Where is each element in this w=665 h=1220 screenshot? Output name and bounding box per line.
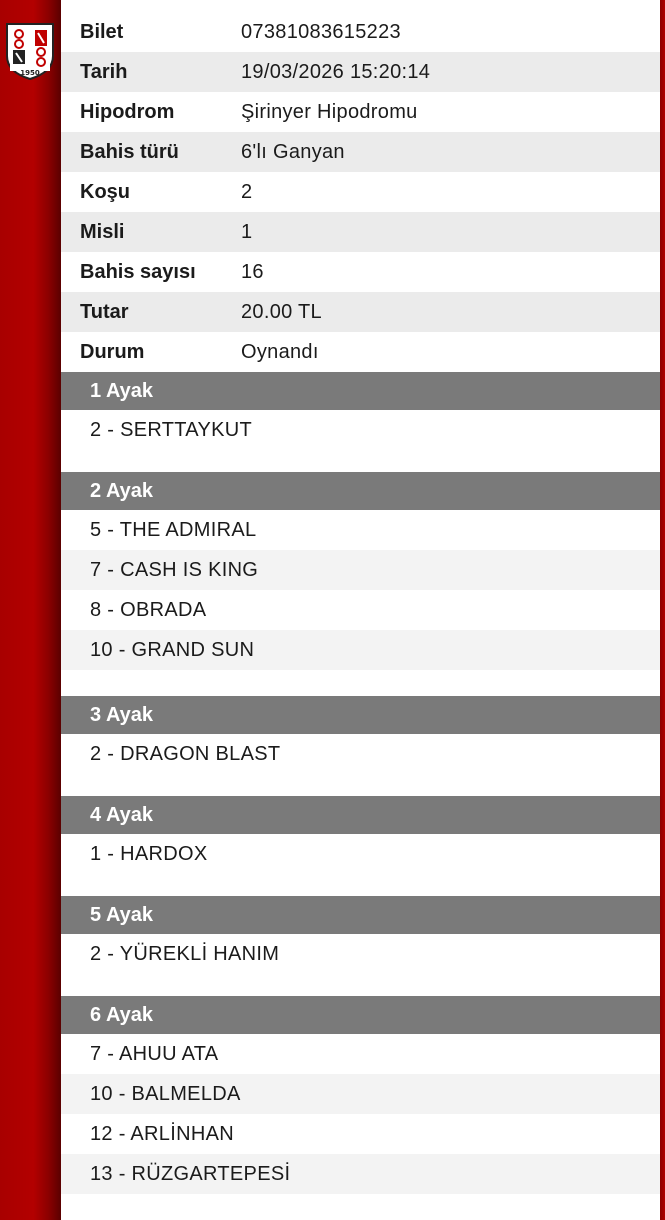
info-value: 19/03/2026 15:20:14 xyxy=(241,60,431,83)
horse-selection: 7 - AHUU ATA xyxy=(90,1042,219,1065)
info-label: Koşu xyxy=(80,180,130,203)
info-label: Bahis türü xyxy=(80,140,179,163)
left-brand-bar xyxy=(0,0,61,1220)
horse-selection: 8 - OBRADA xyxy=(90,598,207,621)
ticket-detail xyxy=(61,12,660,1194)
leg-section xyxy=(61,372,660,472)
info-label: Misli xyxy=(80,220,125,243)
leg-header: 3 Ayak xyxy=(61,696,660,734)
info-value: 16 xyxy=(241,260,264,283)
info-row xyxy=(61,212,660,252)
leg-header: 5 Ayak xyxy=(61,896,660,934)
ticket-info-table xyxy=(61,12,660,372)
leg-spacer xyxy=(61,974,660,996)
horse-selection: 2 - SERTTAYKUT xyxy=(90,418,253,441)
leg-section xyxy=(61,796,660,896)
logo-year: 1950 xyxy=(20,69,40,77)
horse-selection: 1 - HARDOX xyxy=(90,842,208,865)
horse-selection: 10 - BALMELDA xyxy=(61,1074,660,1114)
club-shield-logo-icon[interactable] xyxy=(5,20,55,80)
leg-spacer xyxy=(61,450,660,472)
info-row xyxy=(61,332,660,372)
leg-header: 6 Ayak xyxy=(61,996,660,1034)
info-value: 1 xyxy=(241,220,253,243)
info-value: 6'lı Ganyan xyxy=(241,140,345,163)
info-label: Bilet xyxy=(80,20,124,43)
info-value: Oynandı xyxy=(241,340,319,363)
info-row xyxy=(61,132,660,172)
info-value: Şirinyer Hipodromu xyxy=(241,100,418,123)
leg-section xyxy=(61,996,660,1194)
info-value: 20.00 TL xyxy=(241,300,322,323)
leg-spacer xyxy=(61,670,660,696)
leg-section xyxy=(61,696,660,796)
info-row xyxy=(61,52,660,92)
horse-selection: 7 - CASH IS KING xyxy=(61,550,660,590)
horse-selection: 2 - DRAGON BLAST xyxy=(90,742,281,765)
info-row xyxy=(61,252,660,292)
info-row xyxy=(61,92,660,132)
horse-selection: 12 - ARLİNHAN xyxy=(90,1122,234,1145)
leg-header: 4 Ayak xyxy=(61,796,660,834)
horse-selection: 2 - YÜREKLİ HANIM xyxy=(90,942,280,965)
info-row xyxy=(61,172,660,212)
info-value: 07381083615223 xyxy=(241,20,401,43)
info-label: Durum xyxy=(80,340,145,363)
info-label: Tutar xyxy=(80,300,129,323)
leg-header: 2 Ayak xyxy=(61,472,660,510)
info-row xyxy=(61,12,660,52)
info-row xyxy=(61,292,660,332)
leg-header: 1 Ayak xyxy=(61,372,660,410)
info-value: 2 xyxy=(241,180,253,203)
info-label: Bahis sayısı xyxy=(80,260,196,283)
leg-spacer xyxy=(61,774,660,796)
leg-section xyxy=(61,472,660,696)
leg-spacer xyxy=(61,874,660,896)
horse-selection: 10 - GRAND SUN xyxy=(61,630,660,670)
info-label: Hipodrom xyxy=(80,100,175,123)
horse-selection: 13 - RÜZGARTEPESİ xyxy=(61,1154,660,1194)
right-brand-bar xyxy=(660,0,665,1220)
leg-section xyxy=(61,896,660,996)
horse-selection: 5 - THE ADMIRAL xyxy=(90,518,257,541)
info-label: Tarih xyxy=(80,60,128,83)
legs-list xyxy=(61,372,660,1194)
